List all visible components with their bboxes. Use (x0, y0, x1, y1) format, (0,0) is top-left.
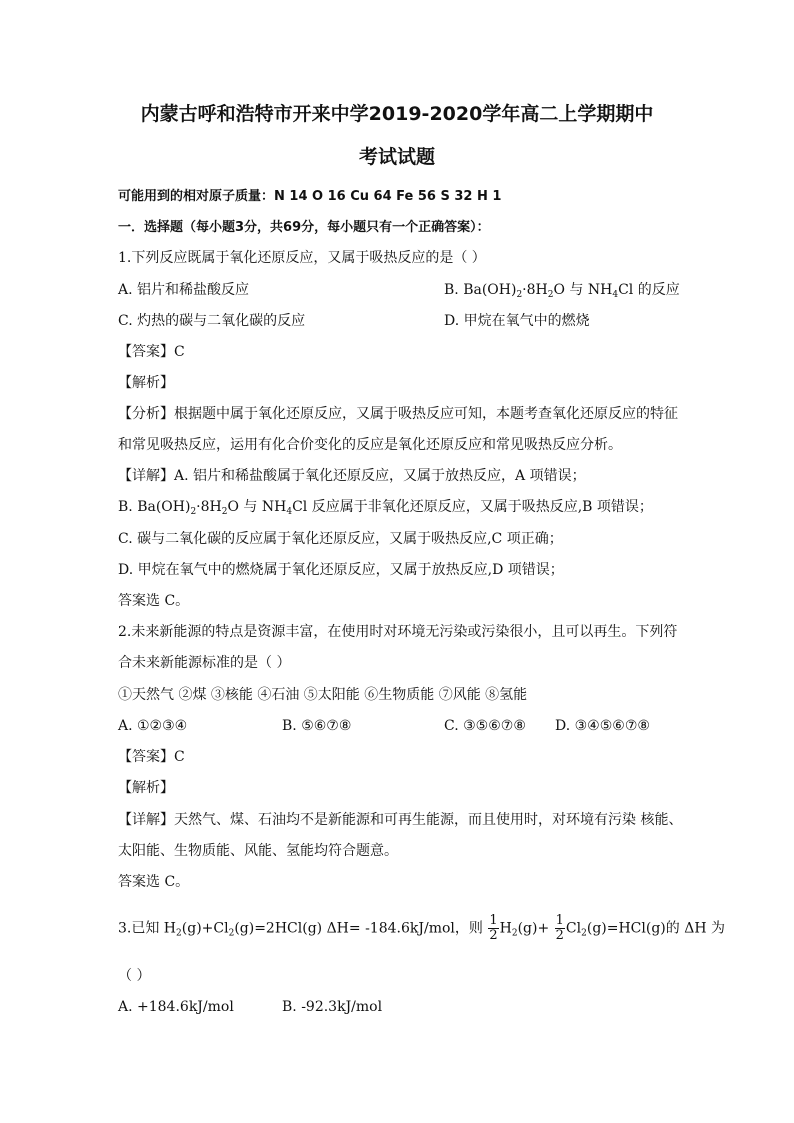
q3-option-a: A. +184.6kJ/mol (118, 999, 234, 1015)
q1-option-b: B. $Ba(OH)_2\cdot 8H_2O$ 与 $NH_4Cl$ 的反应 (444, 282, 680, 300)
q1-detail-d: D. 甲烷在氧气中的燃烧属于氧化还原反应，又属于放热反应,D 项错误； (118, 562, 564, 578)
q1-stem: 1.下列反应既属于氧化还原反应，又属于吸热反应的是（ ） (118, 250, 486, 266)
q2-detail-1: 【详解】天然气、煤、石油均不是新能源和可再生能源，而且使用时，对环境有污染 核能、 (118, 812, 683, 828)
q2-option-c: C. ③⑤⑥⑦⑧ (444, 718, 526, 734)
half-fraction: $\frac{1}{2}$ (555, 913, 564, 943)
q2-stem-1: 2.未来新能源的特点是资源丰富，在使用时对环境无污染或污染很小，且可以再生。下列符 (118, 624, 678, 640)
q2-detail-2: 太阳能、生物质能、风能、氢能均符合题意。 (118, 843, 398, 859)
q2-option-d: D. ③④⑤⑥⑦⑧ (555, 718, 650, 734)
q1-analysis-head: 【解析】 (118, 375, 174, 391)
section-heading: 一．选择题（每小题3分，共69分，每小题只有一个正确答案）： (118, 220, 490, 235)
q2-final: 答案选 C。 (118, 874, 190, 890)
q1-answer: 【答案】C (118, 344, 185, 360)
q1-detail-b: B. $Ba(OH)_2\cdot 8H_2O$ 与 $NH_4Cl$ 反应属于非氧化还原反应，又属于吸热反应,B 项错误； (118, 499, 653, 517)
atomic-mass-note: 可能用到的相对原子质量：N 14 O 16 Cu 64 Fe 56 S 32 H 1 (118, 189, 502, 204)
q2-option-b: B. ⑤⑥⑦⑧ (282, 718, 352, 734)
q1-detail-c: C. 碳与二氧化碳的反应属于氧化还原反应，又属于吸热反应,C 项正确； (118, 531, 563, 547)
q1-fenxi-2: 和常见吸热反应，运用有化合价变化的反应是氧化还原反应和常见吸热反应分析。 (118, 437, 622, 453)
q3-option-b: B. -92.3kJ/mol (282, 999, 383, 1015)
q1-detail-a: 【详解】A. 铝片和稀盐酸属于氧化还原反应，又属于放热反应，A 项错误； (118, 468, 586, 484)
q3-paren: （ ） (118, 968, 151, 984)
page-title-line2: 考试试题 (358, 146, 435, 168)
q3-stem: 3.已知 $H_2(g)+Cl_2(g)=2HCl(g)$ ΔH= -184.6kJ/mol，则 $\frac{1}{2}$ $H_2(g)+$ $\frac{1}{2}$ $Cl_2(g)=HCl(g)$的 ΔH 为 (118, 913, 725, 943)
q1-option-a: A. 铝片和稀盐酸反应 (118, 282, 250, 298)
q2-analysis-head: 【解析】 (118, 780, 174, 796)
q1-fenxi-1: 【分析】根据题中属于氧化还原反应，又属于吸热反应可知，本题考查氧化还原反应的特征 (118, 406, 678, 422)
q1-option-c: C. 灼热的碳与二氧化碳的反应 (118, 313, 306, 329)
page-title-line1: 内蒙古呼和浩特市开来中学2019-2020学年高二上学期期中 (140, 103, 654, 125)
q1-option-d: D. 甲烷在氧气中的燃烧 (444, 313, 590, 329)
q2-option-a: A. ①②③④ (118, 718, 188, 734)
q2-answer: 【答案】C (118, 749, 185, 765)
q2-items: ①天然气 ②煤 ③核能 ④石油 ⑤太阳能 ⑥生物质能 ⑦风能 ⑧氢能 (118, 687, 528, 703)
q2-stem-2: 合未来新能源标准的是（ ） (118, 655, 291, 671)
q1-final: 答案选 C。 (118, 593, 190, 609)
half-fraction: $\frac{1}{2}$ (489, 913, 498, 943)
